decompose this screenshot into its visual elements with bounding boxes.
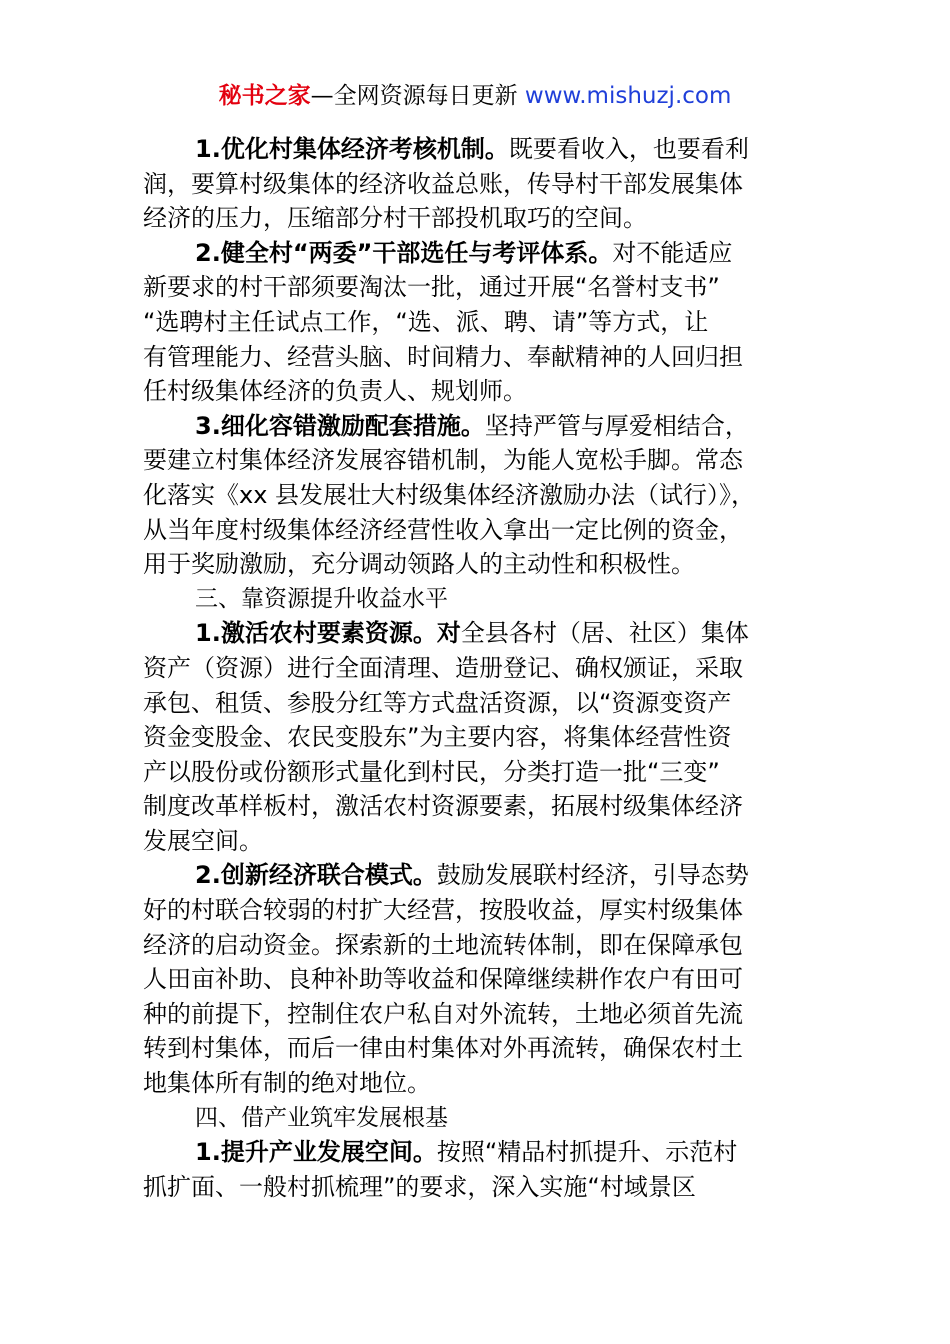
section-heading xyxy=(143,1101,815,1136)
text-line xyxy=(143,755,815,790)
line-text: 有管理能力、经营头脑、时间精力、奉献精神的人回归担 xyxy=(143,342,743,371)
line-text: 新要求的村干部须要淘汰一批，通过开展“名誉村支书” xyxy=(143,273,720,302)
text-line xyxy=(143,167,815,202)
line-text: 地集体所有制的绝对地位。 xyxy=(143,1069,431,1098)
line-text: 既要看收入，也要看利 xyxy=(508,135,749,163)
line-text: 资产（资源）进行全面清理、造册登记、确权颁证，采取 xyxy=(143,653,743,682)
text-line xyxy=(143,547,815,582)
text-line xyxy=(143,201,815,236)
line-text: 资金变股金、农民变股东”为主要内容，将集体经营性资 xyxy=(143,723,732,752)
bold-lead-heading: 2.创新经济联合模式。 xyxy=(195,861,437,890)
text-line xyxy=(143,789,815,824)
line-text: 经济的压力，压缩部分村干部投机取巧的空间。 xyxy=(143,204,647,233)
line-text: 对不能适应 xyxy=(612,238,733,267)
line-text: 全县各村（居、社区）集体 xyxy=(460,619,749,648)
section-heading xyxy=(143,582,815,617)
text-line xyxy=(143,997,815,1032)
text-line xyxy=(143,443,815,478)
bold-lead-heading: 2.健全村“两委”干部选任与考评体系。 xyxy=(195,238,613,267)
line-text: 按照“精品村抓提升、示范村 xyxy=(436,1138,738,1167)
line-text: 从当年度村级集体经济经营性收入拿出一定比例的资金， xyxy=(143,515,743,544)
bold-lead-heading: 1.激活农村要素资源。对 xyxy=(195,619,461,648)
bold-lead-heading: 3.细化容错激励配套措施。 xyxy=(195,411,485,440)
line-text: “选聘村主任试点工作，“选、派、聘、请”等方式，让 xyxy=(143,307,709,336)
text-line xyxy=(143,720,815,755)
section-heading-text: 三、靠资源提升收益水平 xyxy=(195,585,448,612)
paragraph-start-line xyxy=(143,132,815,167)
line-text: 抓扩面、一般村抓梳理”的要求，深入实施“村域景区 xyxy=(143,1172,696,1201)
line-text: 发展空间。 xyxy=(143,826,263,855)
document-body xyxy=(143,132,815,1204)
text-line xyxy=(143,1170,815,1205)
line-text: 任村级集体经济的负责人、规划师。 xyxy=(143,377,527,406)
paragraph-start-line xyxy=(143,1135,815,1170)
text-line xyxy=(143,928,815,963)
section-heading-text: 四、借产业筑牢发展根基 xyxy=(195,1104,448,1131)
text-line xyxy=(143,513,815,548)
line-text: 制度改革样板村，激活农村资源要素，拓展村级集体经济 xyxy=(143,792,743,821)
website-link[interactable]: www.mishuzj.com xyxy=(524,83,732,109)
line-text: 要建立村集体经济发展容错机制，为能人宽松手脚。常态 xyxy=(143,446,743,475)
line-text: 转到村集体，而后一律由村集体对外再流转，确保农村土 xyxy=(143,1034,743,1063)
text-line xyxy=(143,893,815,928)
paragraph-start-line xyxy=(143,616,815,651)
text-line xyxy=(143,962,815,997)
paragraph-start-line xyxy=(143,858,815,893)
text-line xyxy=(143,824,815,859)
text-line xyxy=(143,270,815,305)
page-header xyxy=(0,80,950,112)
line-text: 好的村联合较弱的村扩大经营，按股收益，厚实村级集体 xyxy=(143,896,743,925)
bold-lead-heading: 1.优化村集体经济考核机制。 xyxy=(195,135,509,163)
line-text: 化落实《xx 县发展壮大村级集体经济激励办法（试行）》， xyxy=(143,480,756,509)
line-text: 产以股份或份额形式量化到村民，分类打造一批“三变” xyxy=(143,757,720,786)
paragraph-start-line xyxy=(143,236,815,271)
text-line xyxy=(143,374,815,409)
line-text: 鼓励发展联村经济，引导态势 xyxy=(436,861,749,890)
line-text: 种的前提下，控制住农户私自对外流转，土地必须首先流 xyxy=(143,999,743,1028)
text-line xyxy=(143,1066,815,1101)
line-text: 经济的启动资金。探索新的土地流转体制，即在保障承包 xyxy=(143,930,743,959)
header-tagline: —全网资源每日更新 xyxy=(310,83,525,109)
line-text: 坚持严管与厚爱相结合， xyxy=(484,411,749,440)
line-text: 润，要算村级集体的经济收益总账，传导村干部发展集体 xyxy=(143,169,743,198)
text-line xyxy=(143,651,815,686)
brand-name: 秘书之家 xyxy=(218,83,311,109)
line-text: 人田亩补助、良种补助等收益和保障继续耕作农户有田可 xyxy=(143,965,743,994)
text-line xyxy=(143,478,815,513)
bold-lead-heading: 1.提升产业发展空间。 xyxy=(195,1138,437,1167)
paragraph-start-line xyxy=(143,409,815,444)
text-line xyxy=(143,305,815,340)
text-line xyxy=(143,686,815,721)
line-text: 承包、租赁、参股分红等方式盘活资源，以“资源变资产 xyxy=(143,688,732,717)
text-line xyxy=(143,1031,815,1066)
line-text: 用于奖励激励，充分调动领路人的主动性和积极性。 xyxy=(143,550,695,579)
text-line xyxy=(143,340,815,375)
